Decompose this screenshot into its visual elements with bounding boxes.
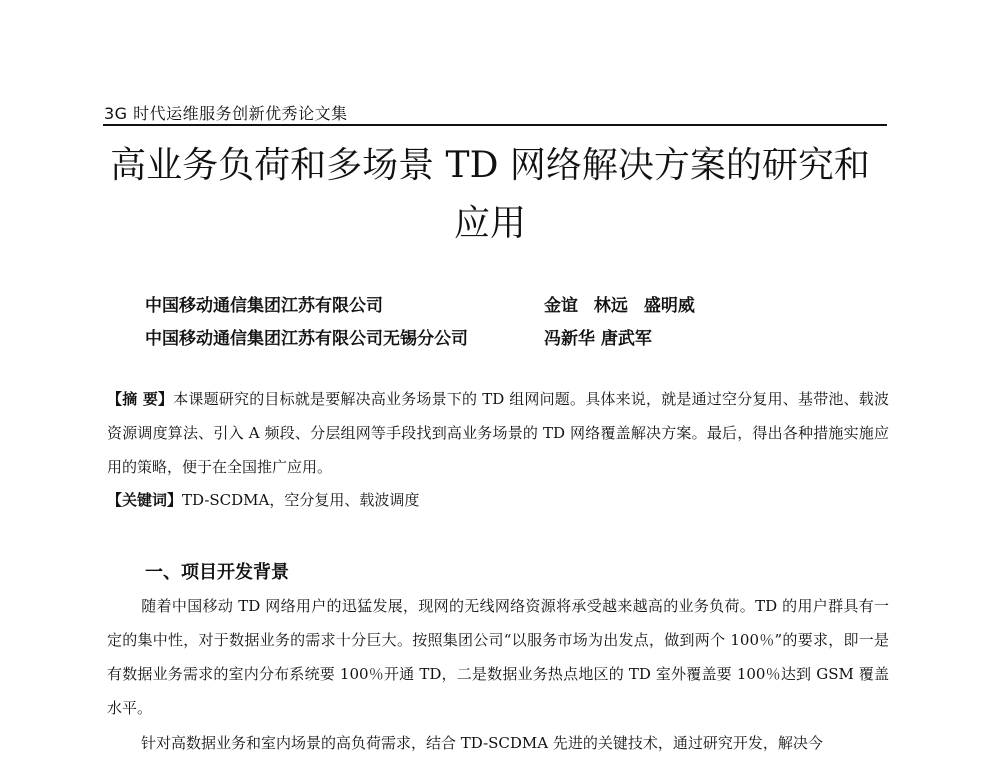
keywords-label: 【关键词】 [107, 491, 183, 509]
paragraph-2-text: 针对高数据业务和室内场景的高负荷需求，结合 TD-SCDMA 先进的关键技术，通过研究开发，解决今 [141, 734, 823, 752]
section-heading: 一、项目开发背景 [145, 562, 289, 583]
paper-title-line-1: 高业务负荷和多场景 TD 网络解决方案的研究和 [110, 145, 870, 186]
abstract-text: 本课题研究的目标就是要解决高业务场景下的 TD 组网问题。具体来说，就是通过空分复用、基带池、载波资源调度算法、引入 A 频段、分层组网等手段找到高业务场景的 TD 网络覆盖解决方案。最后，得出各种措施实施应用的策略，便于在全国推广应用。 [107, 390, 889, 476]
author-names-2: 冯新华 唐武军 [544, 329, 652, 349]
keywords [107, 483, 889, 517]
abstract-label: 【摘 要】 [107, 390, 174, 408]
body-paragraph [107, 726, 889, 760]
affiliation-2: 中国移动通信集团江苏有限公司无锡分公司 [145, 329, 468, 349]
paragraph-1-text: 随着中国移动 TD 网络用户的迅猛发展，现网的无线网络资源将承受越来越高的业务负荷。TD 的用户群具有一定的集中性，对于数据业务的需求十分巨大。按照集团公司“以服务市场为出发点，做到两个 100％”的要求，即一是有数据业务需求的室内分布系统要 100％开通 TD，二是数据业务热点地区的 TD 室外覆盖要 100％达到 GSM 覆盖水平。 [107, 597, 889, 717]
keywords-text: TD-SCDMA，空分复用、载波调度 [182, 491, 420, 509]
body-paragraph [107, 589, 889, 725]
affiliation-1: 中国移动通信集团江苏有限公司 [145, 296, 383, 316]
running-head: 3G 时代运维服务创新优秀论文集 [104, 104, 348, 123]
abstract [107, 382, 889, 484]
header-rule [103, 124, 887, 126]
author-names-1: 金谊 林远 盛明威 [544, 296, 695, 316]
paper-title-line-2: 应用 [453, 203, 526, 244]
paper-title [100, 137, 880, 253]
